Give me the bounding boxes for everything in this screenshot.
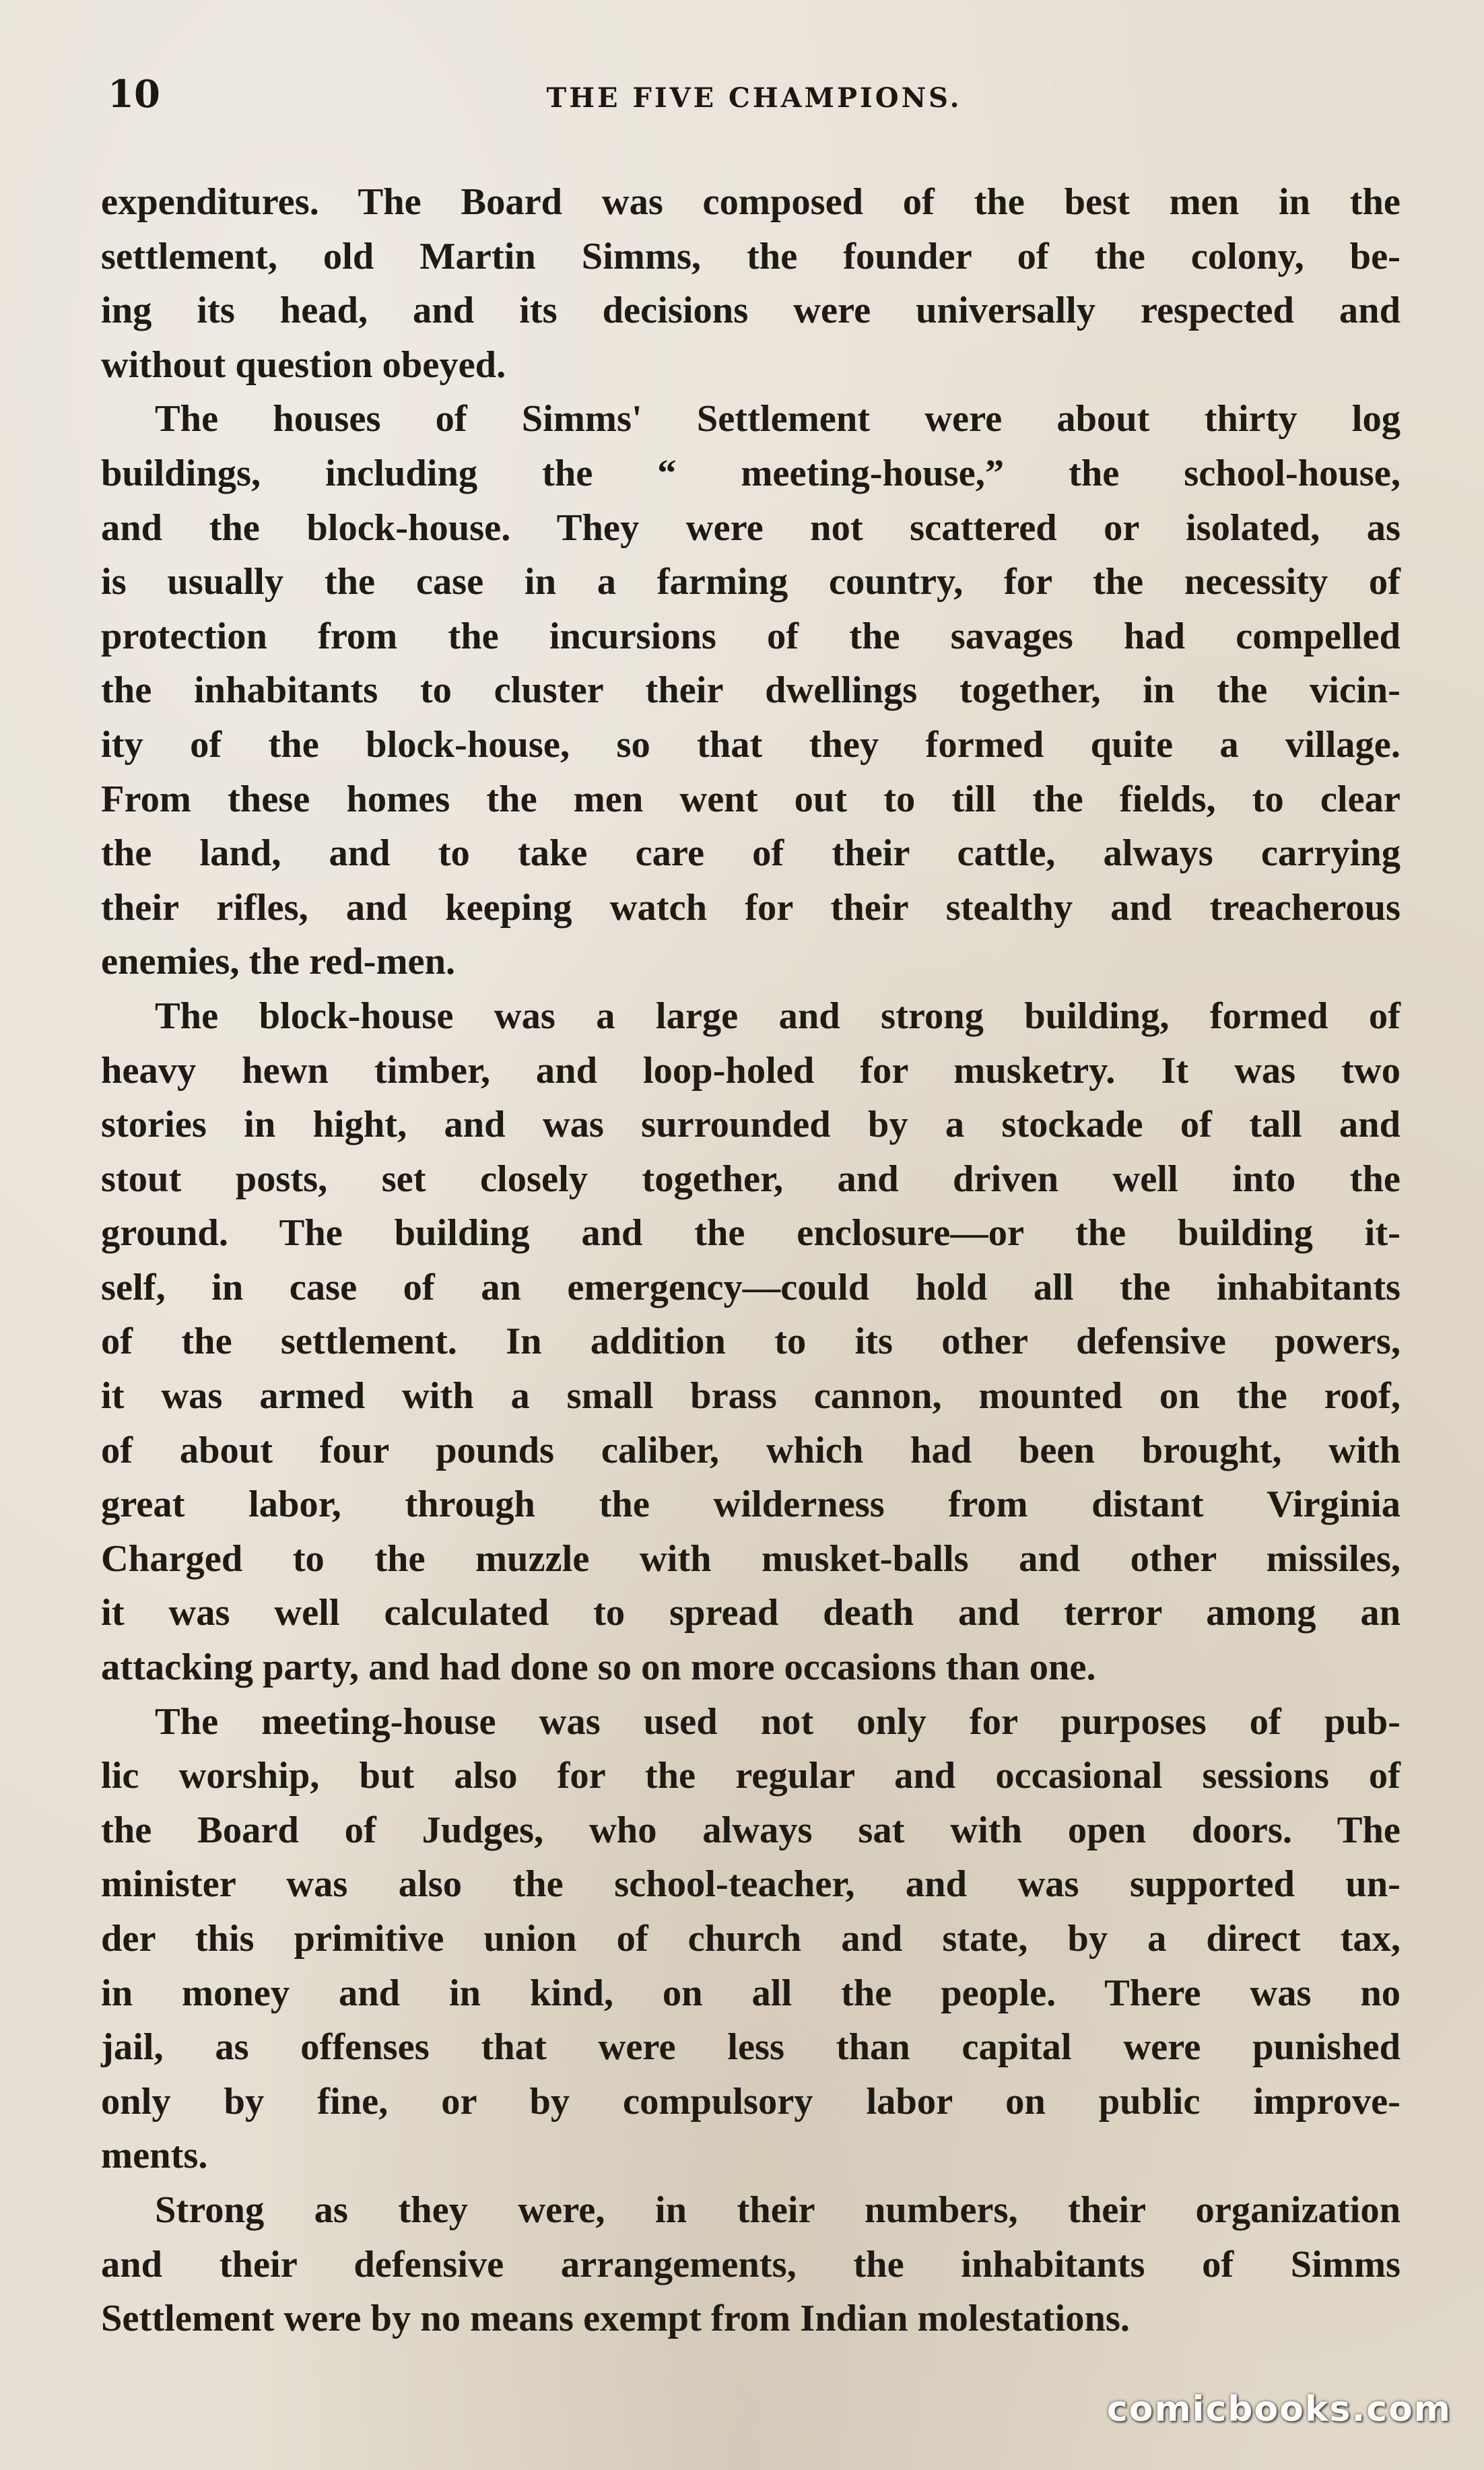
text-line: self, in case of an emergency—could hold all the inhabitants: [101, 1266, 1401, 1308]
text-line: expenditures. The Board was composed of the best men in the: [101, 181, 1401, 223]
text-line: Strong as they were, in their numbers, their organization: [155, 2189, 1401, 2231]
text-line: great labor, through the wilderness from distant Virginia: [101, 1483, 1401, 1526]
page-number: 10: [108, 72, 160, 116]
text-line: ground. The building and the enclosure—or the building it-: [101, 1212, 1401, 1255]
text-line: the inhabitants to cluster their dwellings together, in the vicin-: [101, 669, 1401, 712]
text-line: The meeting-house was used not only for purposes of pub-: [155, 1700, 1401, 1743]
text-line: Settlement were by no means exempt from Indian molestations.: [101, 2298, 1130, 2340]
text-line: attacking party, and had done so on more occasions than one.: [101, 1646, 1096, 1689]
text-line: of about four pounds caliber, which had been brought, with: [101, 1429, 1401, 1471]
text-line: The houses of Simms' Settlement were about thirty log: [155, 398, 1401, 440]
text-line: minister was also the school-teacher, and was supported un-: [101, 1863, 1401, 1906]
text-line: stout posts, set closely together, and driven well into the: [101, 1158, 1401, 1200]
text-line: is usually the case in a farming country, for the necessity of: [101, 561, 1401, 603]
paragraph-2: [101, 392, 1401, 989]
text-line: it was armed with a small brass cannon, mounted on the roof,: [101, 1375, 1401, 1417]
text-line: enemies, the red-men.: [101, 941, 456, 983]
text-line: it was well calculated to spread death and terror among an: [101, 1592, 1401, 1634]
text-line: their rifles, and keeping watch for their stealthy and treacherous: [101, 886, 1401, 929]
text-line: jail, as offenses that were less than capital were punished: [101, 2026, 1401, 2069]
page-header: [108, 67, 1401, 121]
text-line: Charged to the muzzle with musket-balls and other missiles,: [101, 1537, 1401, 1580]
text-line: der this primitive union of church and state, by a direct tax,: [101, 1918, 1401, 1960]
site-watermark: comicbooks.com: [1106, 2389, 1452, 2430]
text-line: the land, and to take care of their cattle, always carrying: [101, 832, 1401, 875]
text-line: buildings, including the “ meeting-house,” the school-house,: [101, 452, 1401, 494]
body-text: [101, 175, 1401, 2346]
text-line: the Board of Judges, who always sat with open doors. The: [101, 1809, 1401, 1851]
text-line: ments.: [101, 2135, 208, 2177]
text-line: and the block-house. They were not scattered or isolated, as: [101, 506, 1401, 549]
text-line: of the settlement. In addition to its other defensive powers,: [101, 1321, 1401, 1363]
text-line: and their defensive arrangements, the inhabitants of Simms: [101, 2243, 1401, 2285]
text-line: settlement, old Martin Simms, the founder of the colony, be-: [101, 235, 1401, 277]
running-head: THE FIVE CHAMPIONS.: [546, 82, 962, 114]
paragraph-1: [101, 175, 1401, 392]
text-line: lic worship, but also for the regular and occasional sessions of: [101, 1755, 1401, 1797]
paragraph-3: [101, 989, 1401, 1695]
text-line: ing its head, and its decisions were universally respected and: [101, 290, 1401, 332]
text-line: From these homes the men went out to till the fields, to clear: [101, 778, 1401, 820]
text-line: ity of the block-house, so that they formed quite a village.: [101, 723, 1401, 766]
text-line: protection from the incursions of the savages had compelled: [101, 615, 1401, 657]
paragraph-4: [101, 1695, 1401, 2183]
text-line: without question obeyed.: [101, 343, 506, 386]
text-line: only by fine, or by compulsory labor on public improve-: [101, 2080, 1401, 2123]
paragraph-5: [101, 2183, 1401, 2346]
text-line: The block-house was a large and strong building, formed of: [155, 995, 1401, 1037]
text-line: in money and in kind, on all the people. There was no: [101, 1972, 1401, 2014]
text-line: heavy hewn timber, and loop-holed for musketry. It was two: [101, 1049, 1401, 1092]
text-line: stories in hight, and was surrounded by a stockade of tall and: [101, 1104, 1401, 1146]
